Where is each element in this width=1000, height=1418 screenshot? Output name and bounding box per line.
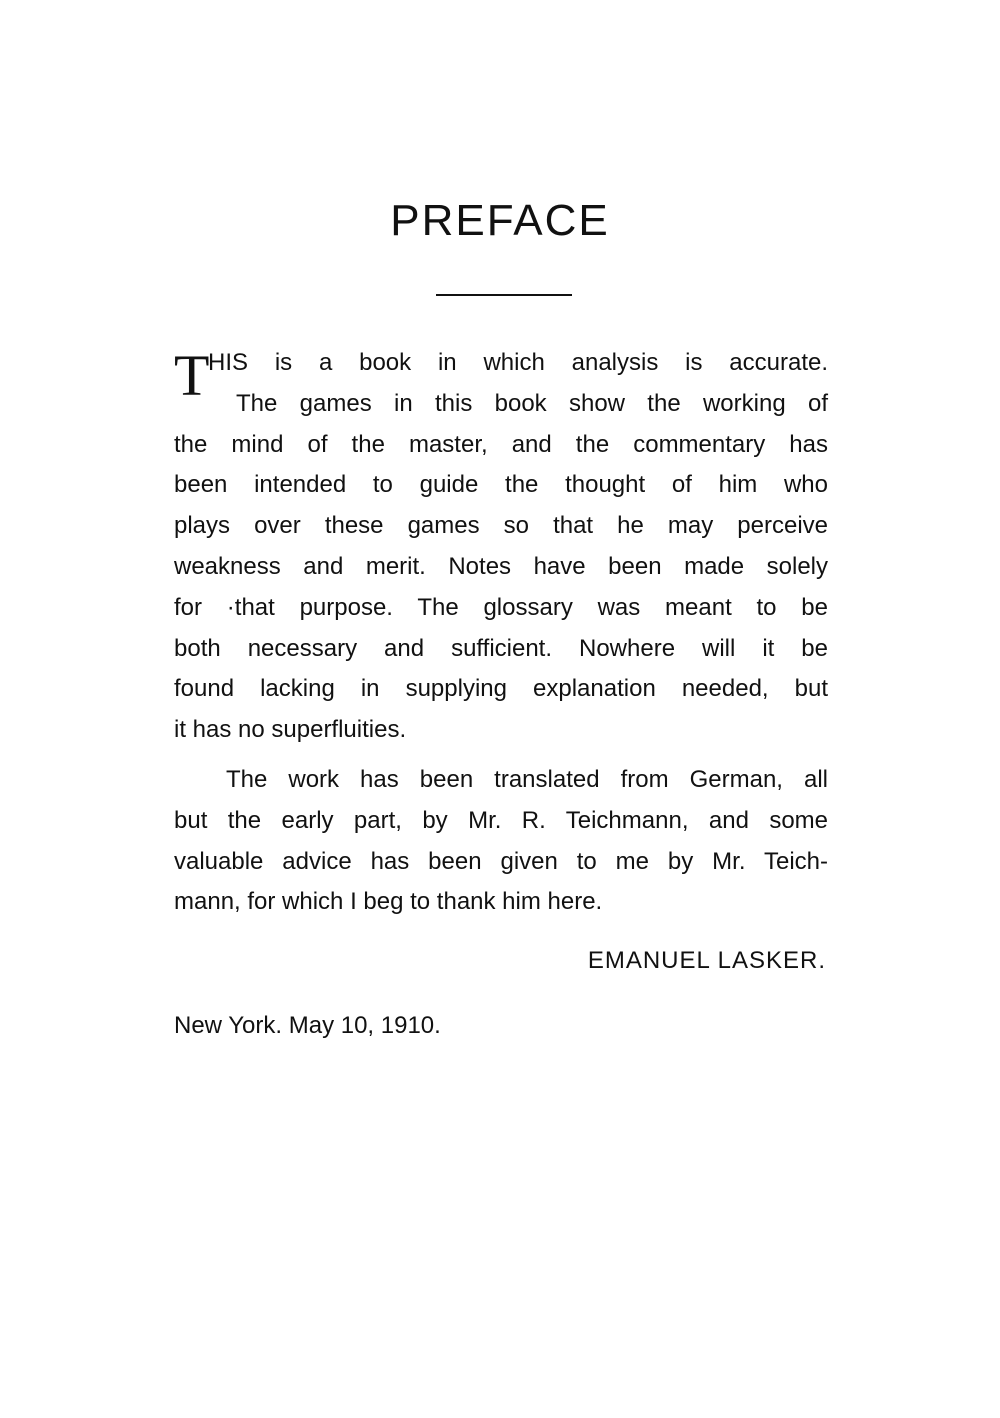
preface-paragraph-1 bbox=[174, 343, 828, 751]
preface-paragraph-2 bbox=[174, 760, 828, 923]
paragraph-line: the mind of the master, and the commentary has bbox=[174, 430, 828, 458]
paragraph-line: both necessary and sufficient. Nowhere will it be bbox=[174, 634, 828, 662]
paragraph-line: it has no superfluities. bbox=[174, 716, 407, 744]
paragraph-line: weakness and merit. Notes have been made solely bbox=[174, 552, 828, 580]
paragraph-line: valuable advice has been given to me by Mr. Teich- bbox=[174, 847, 828, 875]
drop-cap: T bbox=[174, 343, 210, 408]
author-signature: EMANUEL LASKER. bbox=[587, 947, 826, 974]
paragraph-line: been intended to guide the thought of him who bbox=[174, 471, 828, 499]
paragraph-line: found lacking in supplying explanation needed, but bbox=[174, 675, 828, 703]
paragraph-line: The work has been translated from German, all bbox=[226, 766, 828, 793]
page-title: PREFACE bbox=[390, 196, 610, 245]
dateline: New York. May 10, 1910. bbox=[174, 1012, 441, 1039]
paragraph-line: The games in this book show the working of bbox=[236, 389, 828, 417]
paragraph-line: mann, for which I beg to thank him here. bbox=[174, 888, 603, 916]
paragraph-line: for ·that purpose. The glossary was meant to be bbox=[174, 593, 828, 621]
paragraph-line: plays over these games so that he may perceive bbox=[174, 512, 828, 540]
line-text: HIS is a book in which analysis is accurate. bbox=[208, 349, 828, 376]
title-rule bbox=[436, 294, 572, 296]
paragraph-line: but the early part, by Mr. R. Teichmann, and some bbox=[174, 806, 828, 834]
